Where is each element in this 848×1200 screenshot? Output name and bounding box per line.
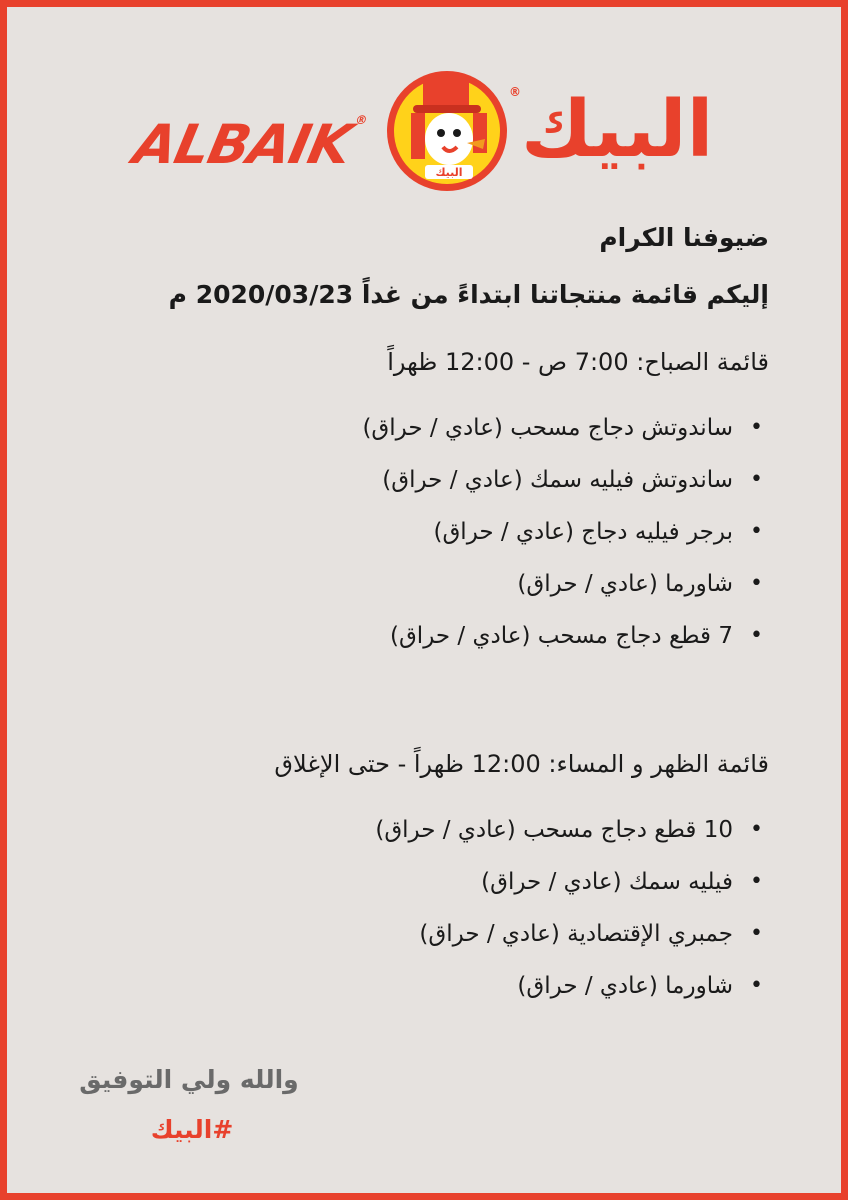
morning-menu-title: قائمة الصباح: 7:00 ص - 12:00 ظهراً bbox=[387, 348, 769, 376]
list-item: • شاورما (عادي / حراق) bbox=[67, 558, 733, 610]
list-item: • جمبري الإقتصادية (عادي / حراق) bbox=[67, 908, 733, 960]
mascot-label: البيك bbox=[435, 166, 463, 179]
list-item: • فيليه سمك (عادي / حراق) bbox=[67, 856, 733, 908]
logo-latin-text: ALBAIK® bbox=[128, 113, 368, 176]
albaik-logo bbox=[7, 37, 848, 179]
greeting: ضيوفنا الكرام bbox=[599, 223, 769, 252]
list-item: • برجر فيليه دجاج (عادي / حراق) bbox=[67, 506, 733, 558]
intro-text: إليكم قائمة منتجاتنا ابتداءً من غداً 2020/03/23 م bbox=[168, 280, 769, 309]
hashtag: #البيك bbox=[150, 1115, 234, 1144]
evening-menu-list bbox=[67, 804, 769, 1012]
list-item: • ساندوتش فيليه سمك (عادي / حراق) bbox=[67, 454, 733, 506]
list-item: • 7 قطع دجاج مسحب (عادي / حراق) bbox=[67, 610, 733, 662]
closing-text: والله ولي التوفيق bbox=[79, 1065, 299, 1094]
list-item: • ساندوتش دجاج مسحب (عادي / حراق) bbox=[67, 402, 733, 454]
menu-content bbox=[67, 212, 769, 1012]
logo-arabic-text: البيك® bbox=[509, 85, 714, 175]
morning-menu-list bbox=[67, 402, 769, 662]
mascot-icon bbox=[385, 69, 509, 193]
evening-menu-title: قائمة الظهر و المساء: 12:00 ظهراً - حتى الإغلاق bbox=[274, 750, 769, 778]
list-item: • شاورما (عادي / حراق) bbox=[67, 960, 733, 1012]
list-item: • 10 قطع دجاج مسحب (عادي / حراق) bbox=[67, 804, 733, 856]
